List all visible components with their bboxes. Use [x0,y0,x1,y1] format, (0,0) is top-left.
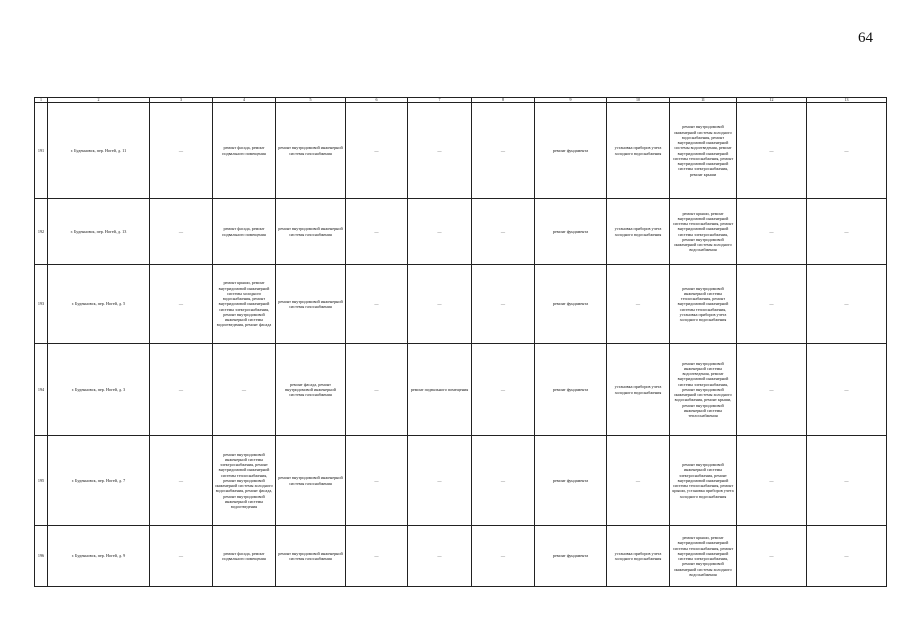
table-cell: — [346,265,408,344]
table-cell: — [807,344,887,436]
table-cell: — [408,103,472,199]
table-cell: — [150,436,213,526]
table-cell: ремонт внутридомовой инженерной системы газоснабжения [276,265,346,344]
table-cell: ремонт крыши, ремонт внутридомовой инженерной системы теплоснабжения, ремонт внутридомовой инженерной системы электроснабжения, ремонт внутридомовой инженерной системы холодного водоснабжения [670,199,737,265]
table-cell: ремонт фундамента [535,436,607,526]
page-number: 64 [858,30,873,46]
column-number: 6 [346,98,408,103]
table-cell: — [737,265,807,344]
table-cell: ремонт внутридомовой инженерной системы холодного водоснабжения, ремонт внутридомовой инженерной системы водоотведения, ремонт внутридомовой инженерной системы теплоснабжения, ремонт внутридомовой инженерной системы электроснабжения, ремонт крыши [670,103,737,199]
table-cell: — [472,436,535,526]
table-cell: ремонт фундамента [535,526,607,587]
row-number: 193 [35,265,48,344]
table-cell: — [607,265,670,344]
table-cell: — [737,526,807,587]
table-cell: — [737,436,807,526]
table-row [35,526,887,587]
table-row [35,265,887,344]
table-cell: ремонт фасада, ремонт подвального помещения [213,526,276,587]
column-number: 11 [670,98,737,103]
table-cell: — [346,103,408,199]
table-cell: — [150,344,213,436]
table-cell: — [737,199,807,265]
table-cell: — [213,344,276,436]
table-cell: — [408,265,472,344]
table-cell: — [737,344,807,436]
table-cell: — [807,526,887,587]
row-number: 192 [35,199,48,265]
table-cell: — [408,199,472,265]
table-cell: ремонт крыши, ремонт внутридомовой инженерной системы теплоснабжения, ремонт внутридомовой инженерной системы электроснабжения, ремонт внутридомовой инженерной системы холодного водоснабжения [670,526,737,587]
table-cell: — [408,436,472,526]
table-cell: — [737,103,807,199]
table-cell: — [150,199,213,265]
table-row [35,344,887,436]
table-cell: ремонт подвального помещения [408,344,472,436]
table-cell: — [346,526,408,587]
column-number: 13 [807,98,887,103]
table-cell: ремонт фундамента [535,265,607,344]
address-cell: г. Буденновск, пер. Ногей, д. 3 [48,344,150,436]
table-cell: ремонт внутридомовой инженерной системы электроснабжения, ремонт внутридомовой инженерной системы теплоснабжения, ремонт крыши, установка приборов учета холодного водоснабжения [670,436,737,526]
table-cell: — [346,344,408,436]
row-number: 191 [35,103,48,199]
register-table [34,97,887,587]
table-cell: ремонт внутридомовой инженерной системы газоснабжения [276,436,346,526]
column-number: 8 [472,98,535,103]
table-cell: ремонт фасада, ремонт подвального помещения [213,103,276,199]
table-row [35,436,887,526]
row-number: 195 [35,436,48,526]
row-number: 194 [35,344,48,436]
table-cell: — [472,199,535,265]
address-cell: г. Буденновск, пер. Ногей, д. 7 [48,436,150,526]
table-cell: установка приборов учета холодного водоснабжения [607,344,670,436]
table-cell: — [472,344,535,436]
table-cell: ремонт внутридомовой инженерной системы теплоснабжения, ремонт внутридомовой инженерной системы теплоснабжения, установка приборов учета холодного водоснабжения [670,265,737,344]
column-number: 4 [213,98,276,103]
table-row [35,199,887,265]
address-cell: г. Буденновск, пер. Ногей, д. 5 [48,265,150,344]
table-cell: ремонт фасада, ремонт внутридомовой инженерной системы газоснабжения [276,344,346,436]
table-cell: — [807,265,887,344]
table-cell: установка приборов учета холодного водоснабжения [607,103,670,199]
table-cell: — [150,265,213,344]
table-cell: — [150,103,213,199]
table-cell: — [472,265,535,344]
address-cell: г. Буденновск, пер. Ногей, д. 11 [48,103,150,199]
column-number: 3 [150,98,213,103]
table-cell: — [408,526,472,587]
table-cell: ремонт фасада, ремонт подвального помещения [213,199,276,265]
column-number: 5 [276,98,346,103]
table-cell: ремонт фундамента [535,199,607,265]
table-cell: — [807,103,887,199]
table-cell: — [150,526,213,587]
column-number: 9 [535,98,607,103]
table-cell: — [472,526,535,587]
table-cell: — [346,436,408,526]
table-cell: ремонт внутридомовой инженерной системы газоснабжения [276,103,346,199]
table-cell: ремонт внутридомовой инженерной системы водоотведения, ремонт внутридомовой инженерной системы электроснабжения, ремонт внутридомовой инженерной системы холодного водоснабжения, ремонт крыши, ремонт внутридомовой инженерной системы теплоснабжения [670,344,737,436]
table-cell: — [807,436,887,526]
table-cell: ремонт фундамента [535,103,607,199]
column-number: 12 [737,98,807,103]
column-number: 2 [48,98,150,103]
table-cell: — [472,103,535,199]
table-cell: установка приборов учета холодного водоснабжения [607,526,670,587]
table-cell: — [346,199,408,265]
table-row [35,103,887,199]
column-number: 7 [408,98,472,103]
table-cell: ремонт фундамента [535,344,607,436]
table-cell: ремонт внутридомовой инженерной системы газоснабжения [276,199,346,265]
table-cell: ремонт крыши, ремонт внутридомовой инженерной системы холодного водоснабжения, ремонт внутридомовой инженерной системы электроснабжения, ремонт внутридомовой инженерной системы водоотведения, ремонт фасада [213,265,276,344]
table-cell: — [807,199,887,265]
address-cell: г. Буденновск, пер. Ногей, д. 13 [48,199,150,265]
table-cell: ремонт внутридомовой инженерной системы газоснабжения [276,526,346,587]
table-cell: установка приборов учета холодного водоснабжения [607,199,670,265]
column-number: 10 [607,98,670,103]
address-cell: г. Буденновск, пер. Ногей, д. 9 [48,526,150,587]
table-cell: ремонт внутридомовой инженерной системы электроснабжения, ремонт внутридомовой инженерной системы теплоснабжения, ремонт внутридомовой инженерной системы холодного водоснабжения, ремонт фасада, ремонт внутридомовой инженерной системы водоотведения [213,436,276,526]
table-cell: — [607,436,670,526]
column-number: 1 [35,98,48,103]
row-number: 196 [35,526,48,587]
